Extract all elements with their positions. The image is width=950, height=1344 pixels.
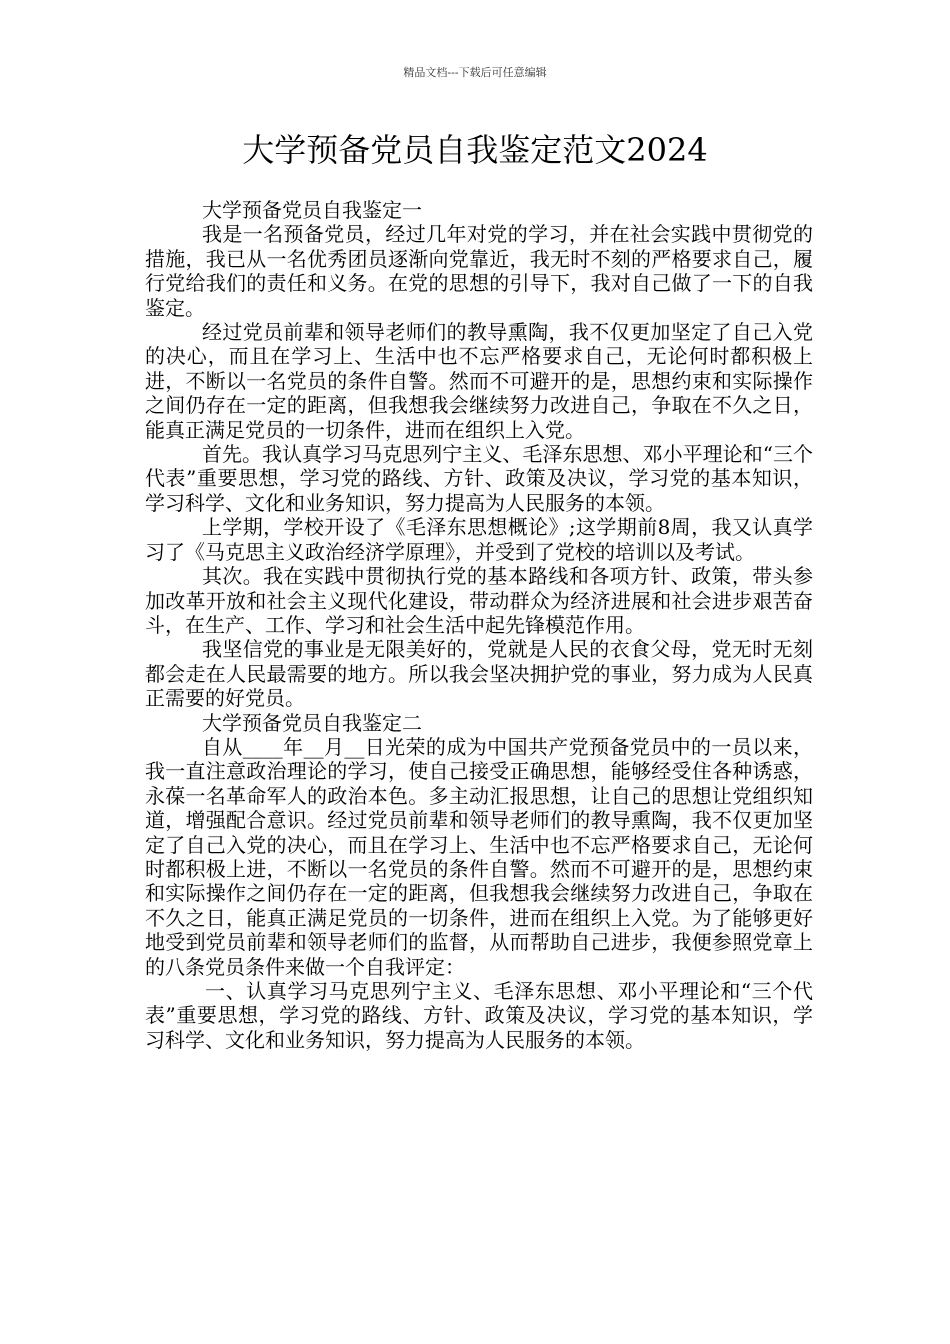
section2-list-item-1: 一、认真学习马克思列宁主义、毛泽东思想、邓小平理论和“三个代表”重要思想，学习党的路线、方针、政策及决议，学习党的基本知识，学习科学、文化和业务知识，努力提高为人民服务的本领。 [145, 979, 813, 1052]
section2-paragraph-1: 自从____年__月__日光荣的成为中国共产党预备党员中的一员以来，我一直注意政治理论的学习，使自己接受正确思想，能够经受住各种诱惑，永葆一名革命军人的政治本色。多主动汇报思想，让自己的思想让党组织知道，增强配合意识。经过党员前辈和领导老师们的教导熏陶，我不仅更加坚定了自己入党的决心，而且在学习上、生活中也不忘严格要求自己，无论何时都积极上进，不断以一名党员的条件自警。然而不可避开的是，思想约束和实际操作之间仍存在一定的距离，但我想我会继续努力改进自己，争取在不久之日，能真正满足党员的一切条件，进而在组织上入党。为了能够更好地受到党员前辈和领导老师们的监督，从而帮助自己进步，我便参照党章上的八条党员条件来做一个自我评定： [145, 734, 813, 979]
document-title: 大学预备党员自我鉴定范文2024 [242, 131, 708, 169]
section1-paragraph-6: 我坚信党的事业是无限美好的，党就是人民的衣食父母，党无时无刻都会走在人民最需要的地方。所以我会坚决拥护党的事业，努力成为人民真正需要的好党员。 [145, 637, 813, 711]
section1-paragraph-4: 上学期，学校开设了《毛泽东思想概论》;这学期前8周，我又认真学习了《马克思主义政治经济学原理》，并受到了党校的培训以及考试。 [145, 515, 813, 564]
section2-heading: 大学预备党员自我鉴定二 [202, 710, 422, 735]
document-body [145, 198, 813, 1052]
header-note: 精品文档---下载后可任意编辑 [403, 66, 547, 79]
section1-paragraph-1: 我是一名预备党员，经过几年对党的学习，并在社会实践中贯彻党的措施，我已从一名优秀团员逐渐向党靠近，我无时不刻的严格要求自己，履行党给我们的责任和义务。在党的思想的引导下，我对自己做了一下的自我鉴定。 [145, 222, 813, 320]
section1-paragraph-5: 其次。我在实践中贯彻执行党的基本路线和各项方针、政策，带头参加改革开放和社会主义现代化建设，带动群众为经济进展和社会进步艰苦奋斗，在生产、工作、学习和社会生活中起先锋模范作用。 [145, 564, 813, 637]
section1-heading: 大学预备党员自我鉴定一 [202, 198, 422, 222]
section1-paragraph-3: 首先。我认真学习马克思列宁主义、毛泽东思想、邓小平理论和“三个代表”重要思想，学习党的路线、方针、政策及决议，学习党的基本知识，学习科学、文化和业务知识，努力提高为人民服务的本领。 [145, 442, 813, 515]
section1-paragraph-2: 经过党员前辈和领导老师们的教导熏陶，我不仅更加坚定了自己入党的决心，而且在学习上、生活中也不忘严格要求自己，无论何时都积极上进，不断以一名党员的条件自警。然而不可避开的是，思想约束和实际操作之间仍存在一定的距离，但我想我会继续努力改进自己，争取在不久之日，能真正满足党员的一切条件，进而在组织上入党。 [145, 320, 813, 442]
